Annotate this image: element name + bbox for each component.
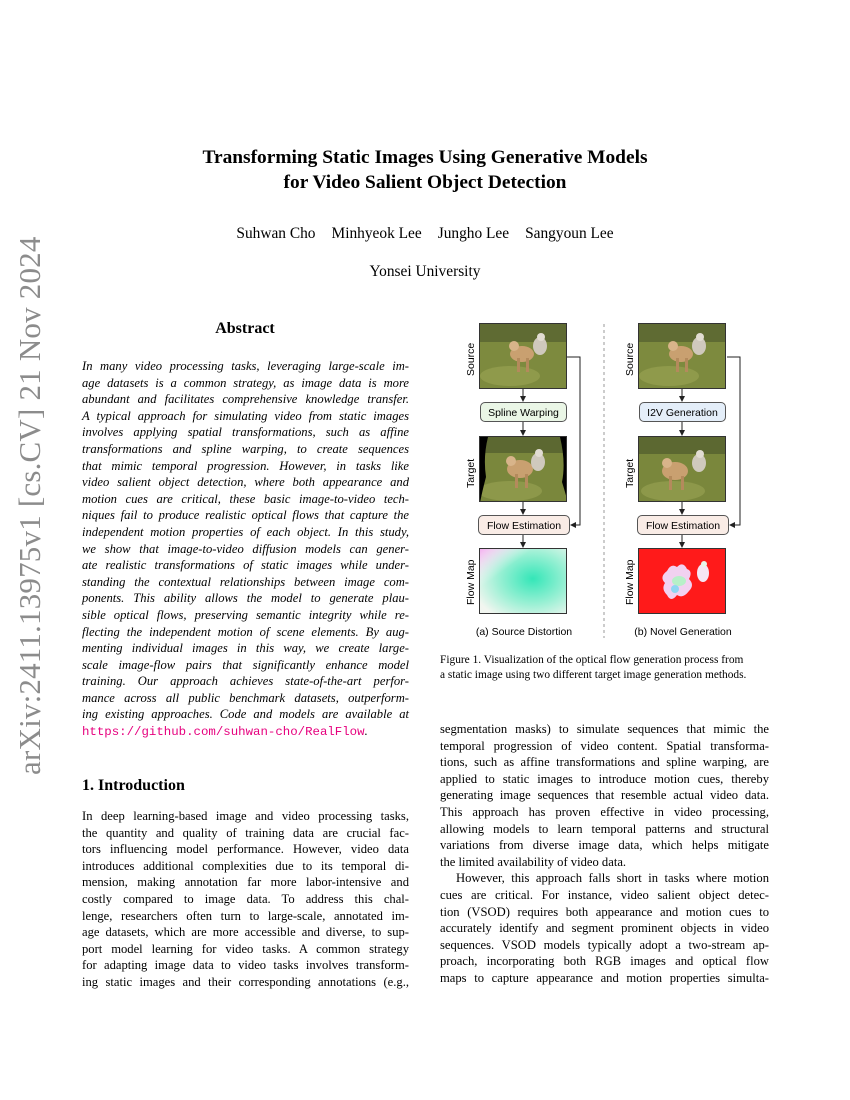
abstract-heading: Abstract bbox=[215, 320, 275, 337]
source-label-right: Source bbox=[624, 342, 636, 376]
text-line: In many video processing tasks, leveraging large-scale im- bbox=[82, 359, 409, 373]
text-line: abundant and facilitates comprehensive knowledge transfer. bbox=[82, 392, 409, 407]
text-line: In deep learning-based image and video processing tasks, bbox=[82, 809, 409, 823]
flow-estimation-box-right: Flow Estimation bbox=[637, 515, 729, 535]
text-line: A typical approach for simulating video from static images bbox=[82, 408, 409, 423]
target-label-left: Target bbox=[465, 458, 477, 488]
title-line-1: Transforming Static Images Using Generative Models bbox=[202, 147, 648, 168]
flow-estimation-box-left: Flow Estimation bbox=[478, 515, 570, 535]
arxiv-stamp: arXiv:2411.13975v1 [cs.CV] 21 Nov 2024 bbox=[12, 236, 47, 775]
text-line: age datasets, which are more accessible and diverse, to sup- bbox=[82, 925, 409, 940]
text-line: sequences. VSOD models typically adopt a two-stream ap- bbox=[440, 937, 769, 952]
figure-1 bbox=[440, 318, 770, 648]
text-line: generating image sequences that resemble actual video data. bbox=[440, 788, 769, 803]
text-line: standing the contextual relationships between image com- bbox=[82, 574, 409, 589]
i2v-generation-box: I2V Generation bbox=[639, 402, 726, 422]
text-line: transformations and spline warping, to create sequences bbox=[82, 441, 409, 456]
source-image-left bbox=[479, 323, 567, 389]
text-line: applied to static images to introduce motion cues, thereby bbox=[440, 771, 769, 786]
source-image-right bbox=[638, 323, 726, 389]
text-line: https://github.com/suhwan-cho/RealFlow. bbox=[82, 724, 368, 740]
text-line: the limited availability of video data. bbox=[440, 854, 627, 869]
arrow bbox=[567, 357, 580, 525]
text-line: maps to capture appearance and motion properties simulta- bbox=[440, 970, 769, 985]
target-image-right bbox=[638, 436, 726, 502]
abstract-body bbox=[82, 358, 409, 740]
intro-heading: 1. Introduction bbox=[82, 777, 185, 794]
text-line: mance across all public benchmark datasets, outperform- bbox=[82, 690, 409, 705]
text-line: mension, making annotation far more labor-intensive and bbox=[82, 875, 409, 890]
text-line: sible optical flows, preserving semantic integrity while re- bbox=[82, 607, 409, 622]
text-line: tors influencing model performance. However, video data bbox=[82, 842, 409, 857]
text-line: motion cues are critical, these basic image-to-video tech- bbox=[82, 491, 409, 506]
text-line: However, this approach falls short in tasks where motion bbox=[456, 871, 769, 886]
text-line: port model learning for video tasks. A common strategy bbox=[82, 941, 409, 956]
text-line: cues are critical. For instance, video salient object detec- bbox=[440, 887, 769, 902]
figure-caption bbox=[440, 653, 770, 683]
text-line: variations from diverse image data, which helps mitigate bbox=[440, 838, 769, 853]
flowmap-label-left: Flow Map bbox=[465, 559, 477, 605]
text-line: segmentation masks) to simulate sequences that mimic the bbox=[440, 722, 769, 736]
caption-line: a static image using two different target image generation methods. bbox=[440, 669, 747, 681]
affiliation: Yonsei University bbox=[369, 263, 481, 280]
text-line: introduces additional complexities due to its temporal di- bbox=[82, 858, 409, 873]
text-line: tions, such as affine transformations and spline warping, are bbox=[440, 755, 769, 770]
title-line-2: for Video Salient Object Detection bbox=[283, 172, 567, 193]
text-line: scale image-flow pairs that significantly enhance model bbox=[82, 657, 409, 672]
text-line: for adapting image data to video tasks involves transform- bbox=[82, 958, 409, 973]
subcaption-b: (b) Novel Generation bbox=[634, 626, 732, 638]
text-line: involves applying spatial transformations, such as affine bbox=[82, 425, 409, 440]
caption-line: Figure 1. Visualization of the optical flow generation process from bbox=[440, 654, 744, 666]
text-line: that mimic temporal progression. However, in tasks like bbox=[82, 458, 409, 473]
source-label-left: Source bbox=[465, 342, 477, 376]
text-line: allowing models to learn temporal patterns and structural bbox=[440, 821, 769, 836]
text-line: ate realistic transformations of static images while under- bbox=[82, 558, 409, 573]
text-line: we show that image-to-video diffusion models can gener- bbox=[82, 541, 409, 556]
text-line: flecting the independent motion of scene elements. By aug- bbox=[82, 624, 409, 639]
author-name: Suhwan Cho bbox=[236, 225, 316, 242]
target-image-left bbox=[479, 436, 567, 502]
text-line: ponents. This ability allows the model to generate plau- bbox=[82, 591, 409, 606]
text-line: temporal progression of video content. Spatial transforma- bbox=[440, 738, 769, 753]
subcaption-a: (a) Source Distortion bbox=[475, 626, 573, 638]
paper-title bbox=[100, 145, 750, 195]
text-line: the quantity and quality of training data are crucial fac- bbox=[82, 825, 409, 840]
right-column-body bbox=[440, 721, 769, 987]
author-name: Jungho Lee bbox=[437, 225, 510, 242]
text-line: tion (VSOD) requires both appearance and motion cues to bbox=[440, 904, 769, 919]
text-line: accurately identify and segment prominent objects in video bbox=[440, 921, 769, 936]
author-name: Minhyeok Lee bbox=[331, 225, 422, 242]
flowmap-label-right: Flow Map bbox=[624, 559, 636, 605]
text-line: independent motion properties of each object. In this study, bbox=[82, 524, 409, 539]
spline-warping-box: Spline Warping bbox=[480, 402, 567, 422]
author-list bbox=[100, 225, 750, 243]
text-line: menting individual images in this way, we create large- bbox=[82, 641, 409, 656]
text-line: ing existing approaches. Code and models are available at bbox=[82, 707, 409, 722]
text-line: niques fail to produce realistic optical flows that capture the bbox=[82, 508, 409, 523]
text-line: age datasets is a common strategy, as image data is more bbox=[82, 375, 409, 390]
text-line: training. Our approach achieves state-of-the-art perfor- bbox=[82, 674, 409, 689]
text-line: This approach has proven effective in video processing, bbox=[440, 804, 769, 819]
target-label-right: Target bbox=[624, 458, 636, 488]
text-line: ing static images and their corresponding annotations (e.g., bbox=[82, 974, 409, 989]
intro-body bbox=[82, 808, 409, 991]
text-line: lenge, researchers often turn to large-scale, annotated im- bbox=[82, 908, 409, 923]
flow-map-left bbox=[479, 548, 567, 614]
flow-map-right bbox=[638, 548, 726, 614]
author-name: Sangyoun Lee bbox=[525, 225, 614, 242]
text-line: costly compared to image data. To address this chal- bbox=[82, 891, 409, 906]
arrow bbox=[727, 357, 740, 525]
text-line: video salient object detection, where both appearance and bbox=[82, 475, 409, 490]
code-link[interactable]: https://github.com/suhwan-cho/RealFlow bbox=[82, 725, 365, 740]
text-line: proach, incorporating both RGB images and optical flow bbox=[440, 954, 769, 969]
